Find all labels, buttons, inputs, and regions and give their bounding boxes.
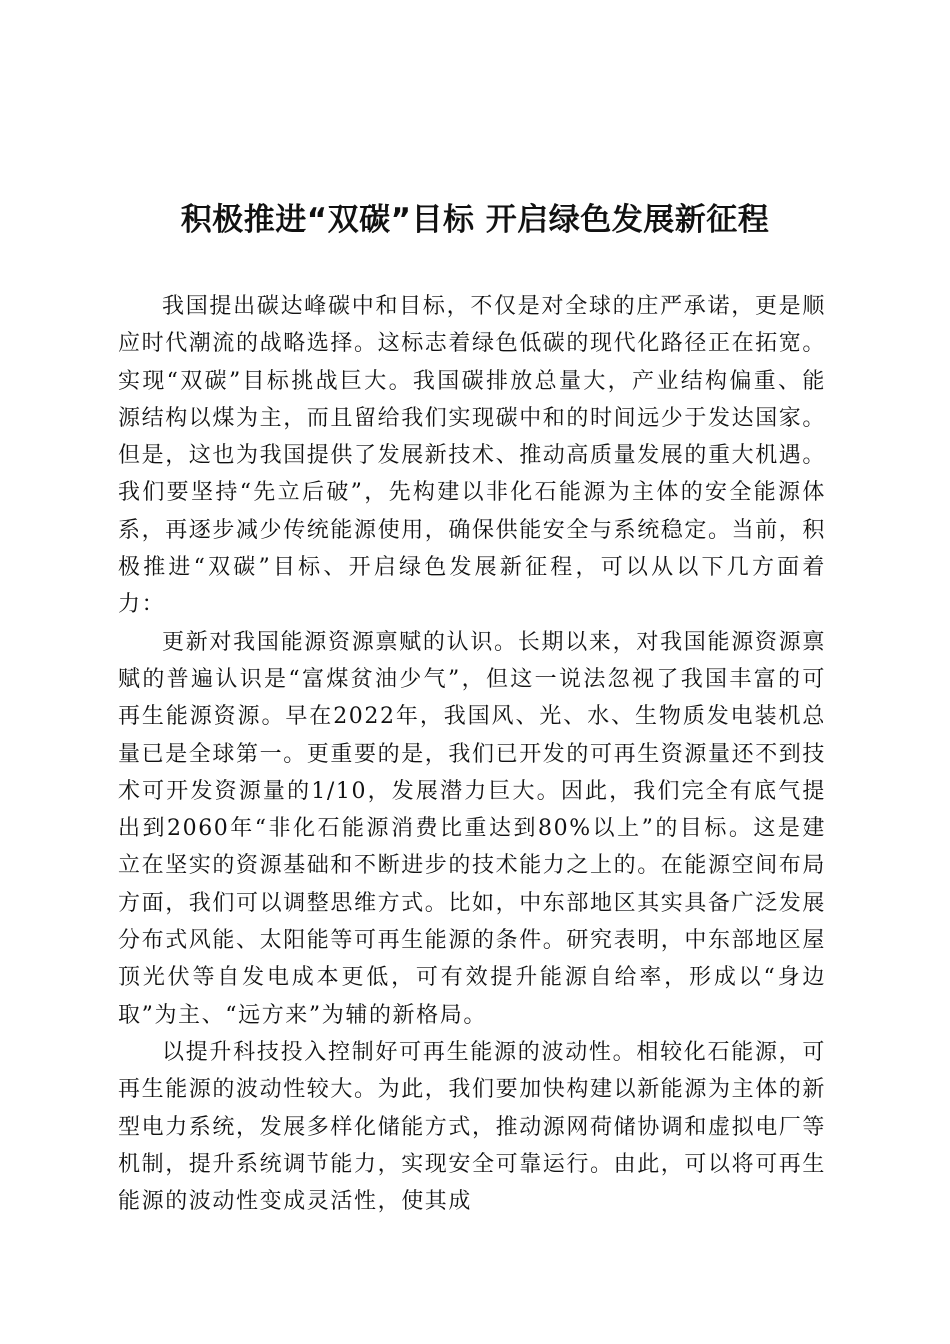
paragraph-renewable-volatility: 以提升科技投入控制好可再生能源的波动性。相较化石能源，可再生能源的波动性较大。为此，我们要加快构建以新能源为主体的新型电力系统，发展多样化储能方式，推动源网荷储协调和虚拟电厂等机制，提升系统调节能力，实现安全可靠运行。由此，可以将可再生能源的波动性变成灵活性，使其成 [118,1039,827,1215]
paragraph-energy-resources: 更新对我国能源资源禀赋的认识。长期以来，对我国能源资源禀赋的普遍认识是“富煤贫油少气”，但这一说法忽视了我国丰富的可再生能源资源。早在2022年，我国风、光、水、生物质发电装机总量已是全球第一。更重要的是，我们已开发的可再生资源量还不到技术可开发资源量的1/10，发展潜力巨大。因此，我们完全有底气提出到2060年“非化石能源消费比重达到80%以上”的目标。这是建立在坚实的资源基础和不断进步的技术能力之上的。在能源空间布局方面，我们可以调整思维方式。比如，中东部地区其实具备广泛发展分布式风能、太阳能等可再生能源的条件。研究表明，中东部地区屋顶光伏等自发电成本更低，可有效提升能源自给率，形成以“身边取”为主、“远方来”为辅的新格局。 [118,629,827,1028]
paragraph-intro: 我国提出碳达峰碳中和目标，不仅是对全球的庄严承诺，更是顺应时代潮流的战略选择。这标志着绿色低碳的现代化路径正在拓宽。实现“双碳”目标挑战巨大。我国碳排放总量大，产业结构偏重、能源结构以煤为主，而且留给我们实现碳中和的时间远少于发达国家。但是，这也为我国提供了发展新技术、推动高质量发展的重大机遇。我们要坚持“先立后破”，先构建以非化石能源为主体的安全能源体系，再逐步减少传统能源使用，确保供能安全与系统稳定。当前，积极推进“双碳”目标、开启绿色发展新征程，可以从以下几方面着力： [118,294,827,618]
document-body [118,288,826,1220]
document-title: 积极推进“双碳”目标 开启绿色发展新征程 [180,202,770,238]
